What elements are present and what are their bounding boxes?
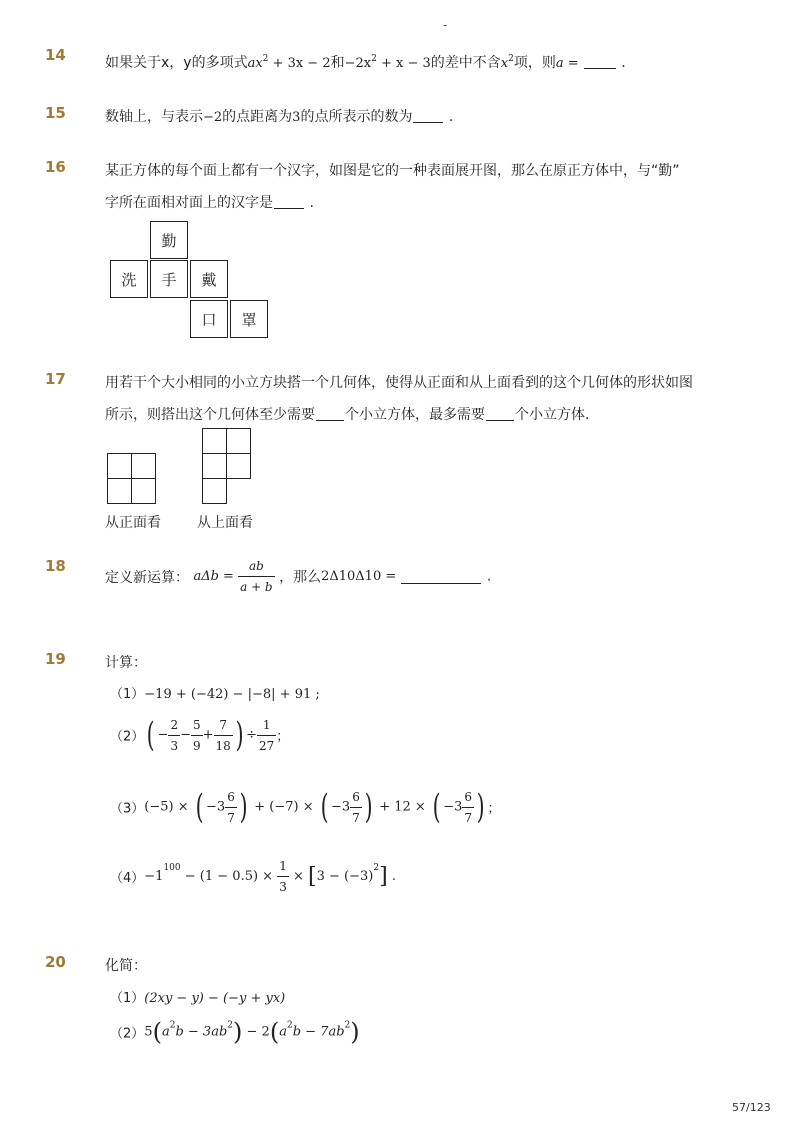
net-cell: 勤	[150, 221, 188, 259]
question-20-title: 化简：	[105, 958, 147, 974]
answer-blank[interactable]	[413, 108, 443, 123]
net-cell: 戴	[190, 260, 228, 298]
answer-blank[interactable]	[401, 569, 481, 584]
question-number: 19	[45, 650, 66, 668]
page-number: 57/123	[732, 1101, 771, 1114]
answer-blank[interactable]	[274, 194, 304, 209]
question-number: 16	[45, 158, 66, 176]
front-view-label: 从正面看	[105, 515, 161, 531]
question-number: 17	[45, 370, 66, 388]
question-16-line2: 字所在面相对面上的汉字是 .	[105, 195, 314, 211]
question-19-title: 计算：	[105, 655, 147, 671]
top-view-label: 从上面看	[197, 515, 253, 531]
net-cell: 洗	[110, 260, 148, 298]
answer-blank[interactable]	[316, 406, 344, 421]
question-number: 14	[45, 46, 66, 64]
q19-part2: （2）( − $\frac{2}{3}$ − $\frac{5}{9}$ + $\frac{7}{18}$ ) ÷ $\frac{1}{27}$ ；	[110, 715, 290, 755]
q20-part1: （1）(2xy − y) − (−y + yx)	[110, 991, 286, 1006]
answer-blank[interactable]	[486, 406, 514, 421]
net-cell: 手	[150, 260, 188, 298]
question-17-line1: 用若干个大小相同的小立方块搭一个几何体，使得从正面和从上面看到的这个几何体的形状如图	[105, 375, 693, 391]
q19-part3: （3）(−5) × ( −3 $\frac{6}{7}$ ) + (−7) × ( −3 $\frac{6}{7}$ ) + 12 × ( −3 $\frac{6}{7}$ ) ；	[110, 787, 501, 827]
question-17-line2: 所示，则搭出这个几何体至少需要 个小立方体，最多需要 个小立方体．	[105, 407, 599, 423]
answer-blank[interactable]	[584, 54, 616, 69]
question-15-text: 数轴上，与表示−2的点距离为3的点所表示的数为 .	[105, 109, 454, 125]
net-cell: 罩	[230, 300, 268, 338]
q20-part2: $(2)5(a^2b - 3ab^2) - 2(a^2b - 7ab^2)$	[110, 1018, 360, 1046]
question-14-text: 如果关于x，y的多项式$ax^2 + 3x - 2$和$-2x^2 + x - 3$的差中不含$x^2$项，则a = .	[105, 54, 626, 71]
net-cell: 口	[190, 300, 228, 338]
q19-part1: （1）−19 + (−42) − |−8| + 91 ;	[110, 687, 320, 702]
question-number: 20	[45, 953, 66, 971]
fraction: $\frac{ab}{a + b}$	[240, 559, 273, 594]
question-18-text: 定义新运算： aΔb = $\frac{ab}{a + b}$ ，那么2Δ10Δ10 = .	[105, 559, 492, 594]
q19-part4: $(4)-1^{100} - (1 - 0.5)$ × $\frac{1}{3}$ × $[3 - (-3)^2]$ .	[110, 859, 396, 894]
question-number: 18	[45, 557, 66, 575]
question-16-line1: 某正方体的每个面上都有一个汉字，如图是它的一种表面展开图，那么在原正方体中，与“勤”	[105, 163, 680, 179]
question-number: 15	[45, 104, 66, 122]
header-mark: -	[443, 18, 448, 32]
